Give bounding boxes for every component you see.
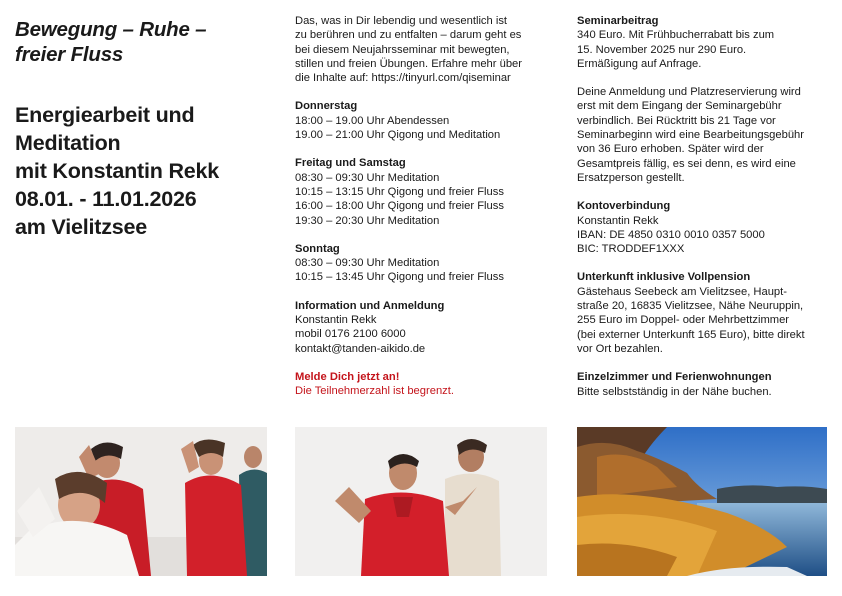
lake-landscape-photo bbox=[577, 427, 827, 576]
bank-name: Konstantin Rekk bbox=[577, 214, 659, 227]
bank-block bbox=[577, 199, 829, 256]
schedule-item: 08:30 – 09:30 Uhr Meditation bbox=[295, 171, 440, 184]
headline: Energiearbeit und Meditation mit Konstantin Rekk 08.01. - 11.01.2026 am Vielitzsee bbox=[15, 103, 220, 239]
cta-heading: Melde Dich jetzt an! bbox=[295, 370, 400, 383]
intro-text: Das, was in Dir lebendig und wesentlich ist zu berühren und zu entfalten – darum geht es bei diesem Neujahrsseminar mit bewegten, stillen und freien Übungen. Erfahre mehr über die Inhalte auf: https://tinyurl.com/qiseminar bbox=[295, 15, 522, 85]
schedule-item: 16:00 – 18:00 Uhr Qigong und freier Fluss bbox=[295, 200, 504, 213]
contact-phone: mobil 0176 2100 6000 bbox=[295, 328, 406, 341]
schedule-day bbox=[295, 99, 557, 142]
schedule-day bbox=[295, 242, 557, 285]
title-column bbox=[15, 14, 275, 241]
fee-heading: Seminarbeitrag bbox=[577, 15, 659, 27]
schedule-day-heading: Donnerstag bbox=[295, 100, 358, 113]
schedule-item: 08:30 – 09:30 Uhr Meditation bbox=[295, 257, 440, 270]
schedule-day-heading: Freitag und Samstag bbox=[295, 157, 406, 170]
bank-bic: BIC: TRODDEF1XXX bbox=[577, 243, 685, 256]
registration-text: Deine Anmeldung und Platzreservierung wird erst mit dem Eingang der Seminargebühr verbindlich. Bei Rücktritt bis 21 Tage vor Seminarbeginn wird eine Bearbeitungsgebühr von 36 Euro erhoben. Später wird der Gesamtpreis fällig, es sei denn, es wird eine Ersatzperson gestellt. bbox=[577, 86, 805, 184]
bank-iban: IBAN: DE 4850 0310 0010 0357 5000 bbox=[577, 228, 765, 241]
cta-text: Die Teilnehmerzahl ist begrenzt. bbox=[295, 385, 454, 398]
fee-block bbox=[577, 14, 829, 71]
contact-name: Konstantin Rekk bbox=[295, 314, 377, 327]
bank-heading: Kontoverbindung bbox=[577, 200, 671, 213]
schedule-item: 18:00 – 19.00 Uhr Abendessen bbox=[295, 114, 450, 127]
lodging-heading: Unterkunft inklusive Vollpension bbox=[577, 271, 751, 284]
qigong-teacher-photo bbox=[295, 427, 547, 576]
lodging-block bbox=[577, 270, 829, 356]
single-room-text: Bitte selbstständig in der Nähe buchen. bbox=[577, 385, 772, 398]
program-column bbox=[295, 14, 557, 413]
contact-block bbox=[295, 299, 557, 356]
cta-block bbox=[295, 370, 557, 399]
schedule-day-heading: Sonntag bbox=[295, 242, 340, 255]
contact-email: kontakt@tanden-aikido.de bbox=[295, 342, 426, 355]
group-qigong-photo bbox=[15, 427, 267, 576]
schedule-item: 19:30 – 20:30 Uhr Meditation bbox=[295, 214, 440, 227]
single-room-heading: Einzelzimmer und Ferienwohnungen bbox=[577, 371, 772, 384]
schedule-item: 10:15 – 13:15 Uhr Qigong und freier Fluss bbox=[295, 185, 504, 198]
contact-heading: Information und Anmeldung bbox=[295, 299, 445, 312]
schedule-item: 10:15 – 13:45 Uhr Qigong und freier Fluss bbox=[295, 271, 504, 284]
schedule-day bbox=[295, 156, 557, 227]
lodging-text: Gästehaus Seebeck am Vielitzsee, Haupt- straße 20, 16835 Vielitzsee, Nähe Neuruppin, 255 Euro im Doppel- oder Mehrbettzimmer (bei externer Unterkunft 165 Euro), bitte direkt vor Ort bezahlen. bbox=[577, 285, 805, 355]
tagline: Bewegung – Ruhe – freier Fluss bbox=[15, 18, 207, 66]
schedule-item: 19.00 – 21:00 Uhr Qigong und Meditation bbox=[295, 129, 501, 142]
single-room-block bbox=[577, 370, 829, 399]
fee-text: 340 Euro. Mit Frühbucherrabatt bis zum 15. November 2025 nur 290 Euro. Ermäßigung auf Anfrage. bbox=[577, 29, 775, 70]
info-column bbox=[577, 14, 829, 413]
